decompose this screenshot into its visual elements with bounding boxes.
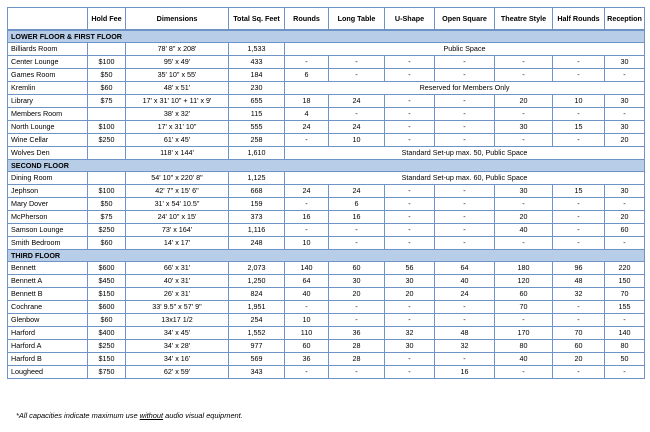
u-shape-cell: - — [385, 314, 435, 327]
long-table-cell: 24 — [329, 121, 385, 134]
dimensions-cell: 31' x 54' 10.5" — [126, 198, 229, 211]
half-rounds-cell: - — [553, 301, 605, 314]
theatre-style-cell: 60 — [495, 288, 553, 301]
room-name-cell: Samson Lounge — [8, 224, 88, 237]
half-rounds-cell: - — [553, 69, 605, 82]
rounds-cell: 10 — [285, 237, 329, 250]
room-name-cell: Billiards Room — [8, 43, 88, 56]
half-rounds-cell: 70 — [553, 327, 605, 340]
room-note-cell: Standard Set-up max. 60, Public Space — [285, 172, 645, 185]
hold-fee-cell: $150 — [88, 353, 126, 366]
table-row — [8, 301, 645, 314]
long-table-cell: 28 — [329, 340, 385, 353]
table-row — [8, 43, 645, 56]
total-sq-feet-cell: 1,552 — [229, 327, 285, 340]
long-table-cell: - — [329, 56, 385, 69]
total-sq-feet-cell: 248 — [229, 237, 285, 250]
table-row — [8, 237, 645, 250]
rounds-cell: - — [285, 366, 329, 379]
open-square-cell: - — [435, 237, 495, 250]
table-row — [8, 108, 645, 121]
total-sq-feet-cell: 824 — [229, 288, 285, 301]
table-row — [8, 314, 645, 327]
long-table-cell: 20 — [329, 288, 385, 301]
room-name-cell: Bennett A — [8, 275, 88, 288]
room-name-cell: Library — [8, 95, 88, 108]
hold-fee-cell — [88, 108, 126, 121]
table-row — [8, 211, 645, 224]
long-table-cell: 36 — [329, 327, 385, 340]
col-header-hold-fee: Hold Fee — [88, 8, 126, 31]
open-square-cell: - — [435, 69, 495, 82]
dimensions-cell: 61' x 45' — [126, 134, 229, 147]
header-row — [8, 8, 645, 31]
long-table-cell: 24 — [329, 185, 385, 198]
u-shape-cell: - — [385, 301, 435, 314]
open-square-cell: - — [435, 95, 495, 108]
theatre-style-cell: 40 — [495, 224, 553, 237]
dimensions-cell: 35' 10" x 55' — [126, 69, 229, 82]
half-rounds-cell: 20 — [553, 353, 605, 366]
half-rounds-cell: - — [553, 134, 605, 147]
col-header-rounds: Rounds — [285, 8, 329, 31]
table-row — [8, 366, 645, 379]
hold-fee-cell: $75 — [88, 211, 126, 224]
room-name-cell: McPherson — [8, 211, 88, 224]
col-header-half-rounds: Half Rounds — [553, 8, 605, 31]
u-shape-cell: 20 — [385, 288, 435, 301]
table-row — [8, 147, 645, 160]
col-header-long-table: Long Table — [329, 8, 385, 31]
dimensions-cell: 24' 10" x 15' — [126, 211, 229, 224]
hold-fee-cell: $60 — [88, 314, 126, 327]
rounds-cell: 36 — [285, 353, 329, 366]
long-table-cell: - — [329, 301, 385, 314]
room-name-cell: Harford — [8, 327, 88, 340]
u-shape-cell: - — [385, 69, 435, 82]
long-table-cell: 60 — [329, 262, 385, 275]
table-row — [8, 224, 645, 237]
rounds-cell: - — [285, 56, 329, 69]
room-name-cell: Wolves Den — [8, 147, 88, 160]
half-rounds-cell: - — [553, 224, 605, 237]
room-name-cell: Wine Cellar — [8, 134, 88, 147]
dimensions-cell: 34' x 16' — [126, 353, 229, 366]
total-sq-feet-cell: 159 — [229, 198, 285, 211]
room-name-cell: Cochrane — [8, 301, 88, 314]
long-table-cell: 16 — [329, 211, 385, 224]
dimensions-cell: 40' x 31' — [126, 275, 229, 288]
total-sq-feet-cell: 1,125 — [229, 172, 285, 185]
open-square-cell: - — [435, 121, 495, 134]
total-sq-feet-cell: 1,951 — [229, 301, 285, 314]
open-square-cell: - — [435, 134, 495, 147]
dimensions-cell: 17' x 31' 10" + 11' x 9' — [126, 95, 229, 108]
hold-fee-cell: $50 — [88, 69, 126, 82]
dimensions-cell: 34' x 28' — [126, 340, 229, 353]
hold-fee-cell: $250 — [88, 134, 126, 147]
table-row — [8, 353, 645, 366]
rounds-cell: 24 — [285, 121, 329, 134]
theatre-style-cell: 80 — [495, 340, 553, 353]
reception-cell: 155 — [605, 301, 645, 314]
total-sq-feet-cell: 555 — [229, 121, 285, 134]
footnote-emphasis: without — [139, 411, 164, 420]
u-shape-cell: - — [385, 353, 435, 366]
theatre-style-cell: - — [495, 108, 553, 121]
hold-fee-cell: $50 — [88, 198, 126, 211]
u-shape-cell: 30 — [385, 340, 435, 353]
total-sq-feet-cell: 655 — [229, 95, 285, 108]
dimensions-cell: 38' x 32' — [126, 108, 229, 121]
room-name-cell: North Lounge — [8, 121, 88, 134]
col-header-reception: Reception — [605, 8, 645, 31]
reception-cell: 60 — [605, 224, 645, 237]
u-shape-cell: - — [385, 237, 435, 250]
total-sq-feet-cell: 433 — [229, 56, 285, 69]
reception-cell: 50 — [605, 353, 645, 366]
dimensions-cell: 48' x 51' — [126, 82, 229, 95]
hold-fee-cell: $750 — [88, 366, 126, 379]
reception-cell: - — [605, 108, 645, 121]
theatre-style-cell: - — [495, 69, 553, 82]
u-shape-cell: - — [385, 185, 435, 198]
reception-cell: - — [605, 69, 645, 82]
hold-fee-cell — [88, 172, 126, 185]
half-rounds-cell: 10 — [553, 95, 605, 108]
table-row — [8, 327, 645, 340]
reception-cell: - — [605, 237, 645, 250]
reception-cell: - — [605, 314, 645, 327]
u-shape-cell: - — [385, 95, 435, 108]
table-row — [8, 340, 645, 353]
total-sq-feet-cell: 1,610 — [229, 147, 285, 160]
long-table-cell: - — [329, 224, 385, 237]
u-shape-cell: 32 — [385, 327, 435, 340]
room-name-cell: Bennett B — [8, 288, 88, 301]
section-header-row — [8, 30, 645, 43]
long-table-cell: 28 — [329, 353, 385, 366]
theatre-style-cell: 20 — [495, 95, 553, 108]
u-shape-cell: - — [385, 56, 435, 69]
rounds-cell: - — [285, 134, 329, 147]
table-row — [8, 121, 645, 134]
hold-fee-cell: $60 — [88, 237, 126, 250]
long-table-cell: 10 — [329, 134, 385, 147]
col-header-dimensions: Dimensions — [126, 8, 229, 31]
table-row — [8, 288, 645, 301]
rounds-cell: 110 — [285, 327, 329, 340]
hold-fee-cell: $60 — [88, 82, 126, 95]
hold-fee-cell: $450 — [88, 275, 126, 288]
rounds-cell: - — [285, 198, 329, 211]
open-square-cell: 40 — [435, 275, 495, 288]
theatre-style-cell: 170 — [495, 327, 553, 340]
half-rounds-cell: 60 — [553, 340, 605, 353]
open-square-cell: - — [435, 224, 495, 237]
theatre-style-cell: - — [495, 134, 553, 147]
col-header-open-square: Open Square — [435, 8, 495, 31]
dimensions-cell: 14' x 17' — [126, 237, 229, 250]
total-sq-feet-cell: 1,116 — [229, 224, 285, 237]
rounds-cell: 10 — [285, 314, 329, 327]
reception-cell: 20 — [605, 134, 645, 147]
open-square-cell: 48 — [435, 327, 495, 340]
theatre-style-cell: - — [495, 314, 553, 327]
total-sq-feet-cell: 668 — [229, 185, 285, 198]
section-title: LOWER FLOOR & FIRST FLOOR — [8, 30, 645, 43]
room-name-cell: Glenbow — [8, 314, 88, 327]
long-table-cell: - — [329, 314, 385, 327]
room-name-cell: Harford A — [8, 340, 88, 353]
rounds-cell: 24 — [285, 185, 329, 198]
half-rounds-cell: 32 — [553, 288, 605, 301]
reception-cell: 80 — [605, 340, 645, 353]
room-note-cell: Standard Set-up max. 50, Public Space — [285, 147, 645, 160]
hold-fee-cell — [88, 147, 126, 160]
room-name-cell: Mary Dover — [8, 198, 88, 211]
half-rounds-cell: - — [553, 211, 605, 224]
reception-cell: 30 — [605, 121, 645, 134]
rounds-cell: 18 — [285, 95, 329, 108]
hold-fee-cell: $100 — [88, 56, 126, 69]
section-header-row — [8, 250, 645, 262]
u-shape-cell: - — [385, 224, 435, 237]
reception-cell: - — [605, 198, 645, 211]
room-name-cell: Harford B — [8, 353, 88, 366]
section-header-row — [8, 160, 645, 172]
reception-cell: 30 — [605, 95, 645, 108]
theatre-style-cell: - — [495, 237, 553, 250]
half-rounds-cell: - — [553, 56, 605, 69]
u-shape-cell: 56 — [385, 262, 435, 275]
reception-cell: 30 — [605, 56, 645, 69]
half-rounds-cell: - — [553, 366, 605, 379]
dimensions-cell: 73' x 164' — [126, 224, 229, 237]
hold-fee-cell: $600 — [88, 301, 126, 314]
table-row — [8, 134, 645, 147]
table-row — [8, 56, 645, 69]
half-rounds-cell: 15 — [553, 121, 605, 134]
section-title: THIRD FLOOR — [8, 250, 645, 262]
open-square-cell: - — [435, 301, 495, 314]
room-name-cell: Center Lounge — [8, 56, 88, 69]
room-name-cell: Jephson — [8, 185, 88, 198]
total-sq-feet-cell: 977 — [229, 340, 285, 353]
dimensions-cell: 66' x 31' — [126, 262, 229, 275]
rounds-cell: 140 — [285, 262, 329, 275]
theatre-style-cell: - — [495, 198, 553, 211]
half-rounds-cell: - — [553, 198, 605, 211]
table-row — [8, 275, 645, 288]
half-rounds-cell: 15 — [553, 185, 605, 198]
reception-cell: 220 — [605, 262, 645, 275]
total-sq-feet-cell: 373 — [229, 211, 285, 224]
total-sq-feet-cell: 2,073 — [229, 262, 285, 275]
rounds-cell: 60 — [285, 340, 329, 353]
theatre-style-cell: 70 — [495, 301, 553, 314]
footnote — [16, 411, 243, 420]
open-square-cell: - — [435, 314, 495, 327]
dimensions-cell: 62' x 59' — [126, 366, 229, 379]
theatre-style-cell: - — [495, 56, 553, 69]
reception-cell: 150 — [605, 275, 645, 288]
total-sq-feet-cell: 1,533 — [229, 43, 285, 56]
room-name-cell: Smith Bedroom — [8, 237, 88, 250]
open-square-cell: - — [435, 198, 495, 211]
dimensions-cell: 17' x 31' 10" — [126, 121, 229, 134]
rounds-cell: 64 — [285, 275, 329, 288]
hold-fee-cell: $100 — [88, 121, 126, 134]
rounds-cell: 6 — [285, 69, 329, 82]
hold-fee-cell: $600 — [88, 262, 126, 275]
open-square-cell: - — [435, 185, 495, 198]
long-table-cell: - — [329, 108, 385, 121]
half-rounds-cell: 96 — [553, 262, 605, 275]
reception-cell: 70 — [605, 288, 645, 301]
theatre-style-cell: 30 — [495, 121, 553, 134]
rounds-cell: 16 — [285, 211, 329, 224]
hold-fee-cell: $150 — [88, 288, 126, 301]
table-body — [8, 30, 645, 379]
col-header-total-sq-feet: Total Sq. Feet — [229, 8, 285, 31]
dimensions-cell: 33' 9.5" x 57' 9" — [126, 301, 229, 314]
dimensions-cell: 13x17 1/2 — [126, 314, 229, 327]
table-row — [8, 172, 645, 185]
reception-cell: - — [605, 366, 645, 379]
open-square-cell: 16 — [435, 366, 495, 379]
table-row — [8, 198, 645, 211]
room-name-cell: Lougheed — [8, 366, 88, 379]
room-capacity-table — [7, 7, 645, 379]
half-rounds-cell: 48 — [553, 275, 605, 288]
theatre-style-cell: 120 — [495, 275, 553, 288]
u-shape-cell: 30 — [385, 275, 435, 288]
total-sq-feet-cell: 254 — [229, 314, 285, 327]
total-sq-feet-cell: 258 — [229, 134, 285, 147]
u-shape-cell: - — [385, 198, 435, 211]
room-note-cell: Public Space — [285, 43, 645, 56]
total-sq-feet-cell: 230 — [229, 82, 285, 95]
open-square-cell: 32 — [435, 340, 495, 353]
long-table-cell: 6 — [329, 198, 385, 211]
table-row — [8, 95, 645, 108]
room-name-cell: Bennett — [8, 262, 88, 275]
rounds-cell: 4 — [285, 108, 329, 121]
u-shape-cell: - — [385, 211, 435, 224]
open-square-cell: - — [435, 211, 495, 224]
u-shape-cell: - — [385, 108, 435, 121]
dimensions-cell: 78' 8" x 208' — [126, 43, 229, 56]
dimensions-cell: 118' x 144' — [126, 147, 229, 160]
dimensions-cell: 26' x 31' — [126, 288, 229, 301]
rounds-cell: - — [285, 224, 329, 237]
hold-fee-cell: $400 — [88, 327, 126, 340]
theatre-style-cell: - — [495, 366, 553, 379]
room-name-cell: Members Room — [8, 108, 88, 121]
u-shape-cell: - — [385, 121, 435, 134]
long-table-cell: - — [329, 366, 385, 379]
reception-cell: 20 — [605, 211, 645, 224]
hold-fee-cell — [88, 43, 126, 56]
half-rounds-cell: - — [553, 237, 605, 250]
hold-fee-cell: $100 — [88, 185, 126, 198]
open-square-cell: 64 — [435, 262, 495, 275]
rounds-cell: - — [285, 301, 329, 314]
col-header-room — [8, 8, 88, 31]
open-square-cell: - — [435, 56, 495, 69]
theatre-style-cell: 30 — [495, 185, 553, 198]
table-row — [8, 185, 645, 198]
col-header-u-shape: U-Shape — [385, 8, 435, 31]
long-table-cell: 24 — [329, 95, 385, 108]
table-row — [8, 69, 645, 82]
half-rounds-cell: - — [553, 108, 605, 121]
dimensions-cell: 42' 7" x 15' 6" — [126, 185, 229, 198]
table-row — [8, 262, 645, 275]
long-table-cell: - — [329, 69, 385, 82]
table-row — [8, 82, 645, 95]
long-table-cell: 30 — [329, 275, 385, 288]
theatre-style-cell: 20 — [495, 211, 553, 224]
u-shape-cell: - — [385, 366, 435, 379]
footnote-text-start: *All capacities indicate maximum use — [16, 411, 140, 420]
section-title: SECOND FLOOR — [8, 160, 645, 172]
hold-fee-cell: $75 — [88, 95, 126, 108]
total-sq-feet-cell: 1,250 — [229, 275, 285, 288]
open-square-cell: - — [435, 353, 495, 366]
long-table-cell: - — [329, 237, 385, 250]
open-square-cell: 24 — [435, 288, 495, 301]
hold-fee-cell: $250 — [88, 224, 126, 237]
total-sq-feet-cell: 115 — [229, 108, 285, 121]
dimensions-cell: 54' 10" x 220' 8" — [126, 172, 229, 185]
footnote-text-end: audio visual equipment. — [163, 411, 243, 420]
room-note-cell: Reserved for Members Only — [285, 82, 645, 95]
rounds-cell: 40 — [285, 288, 329, 301]
theatre-style-cell: 40 — [495, 353, 553, 366]
open-square-cell: - — [435, 108, 495, 121]
room-name-cell: Dining Room — [8, 172, 88, 185]
col-header-theatre-style: Theatre Style — [495, 8, 553, 31]
reception-cell: 30 — [605, 185, 645, 198]
theatre-style-cell: 180 — [495, 262, 553, 275]
reception-cell: 140 — [605, 327, 645, 340]
room-name-cell: Games Room — [8, 69, 88, 82]
u-shape-cell: - — [385, 134, 435, 147]
half-rounds-cell: - — [553, 314, 605, 327]
dimensions-cell: 95' x 49' — [126, 56, 229, 69]
total-sq-feet-cell: 184 — [229, 69, 285, 82]
total-sq-feet-cell: 569 — [229, 353, 285, 366]
hold-fee-cell: $250 — [88, 340, 126, 353]
dimensions-cell: 34' x 45' — [126, 327, 229, 340]
total-sq-feet-cell: 343 — [229, 366, 285, 379]
room-name-cell: Kremlin — [8, 82, 88, 95]
